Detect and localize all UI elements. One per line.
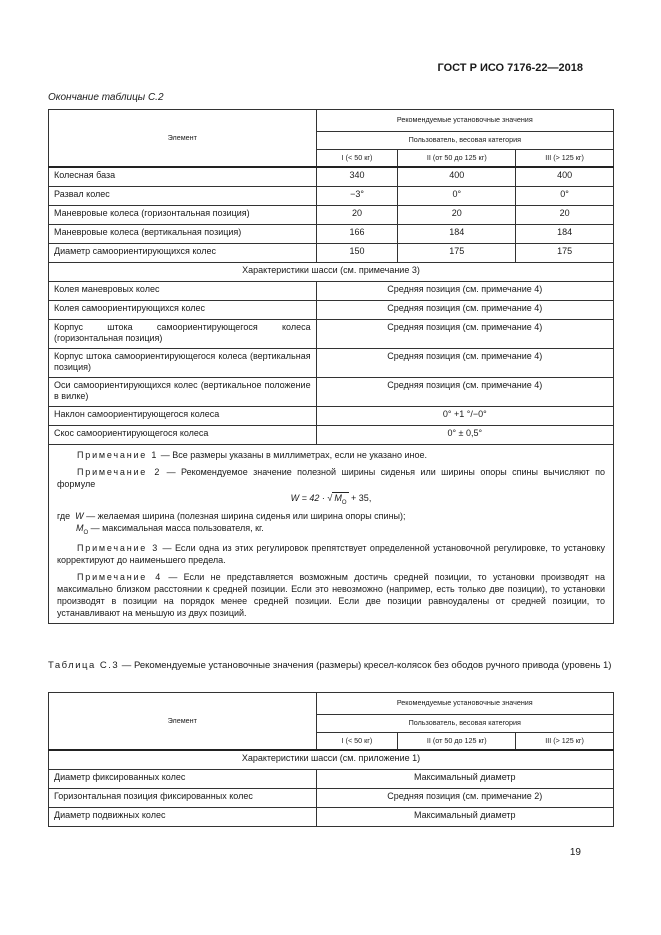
row-label: Колея самоориентирующихся колес <box>49 301 317 320</box>
row-label: Развал колес <box>49 187 317 206</box>
cell-value: 175 <box>398 244 516 263</box>
row-label: Диаметр фиксированных колес <box>49 770 317 789</box>
table-row <box>49 225 614 244</box>
table-row <box>49 426 614 445</box>
cell-value: 150 <box>316 244 398 263</box>
cell-value: 184 <box>398 225 516 244</box>
cell-value: 175 <box>516 244 614 263</box>
col-header-cat-1: I (< 50 кг) <box>316 150 398 168</box>
col-header-recommended: Рекомендуемые установочные значения <box>316 110 613 132</box>
cell-value: Средняя позиция (см. примечание 4) <box>316 320 613 349</box>
cell-value: 20 <box>516 206 614 225</box>
row-label: Скос самоориентирующегося колеса <box>49 426 317 445</box>
notes-cell <box>49 445 614 624</box>
width-formula: W = 42 · √ $M_O + 35$, <box>290 493 372 507</box>
table-row <box>49 407 614 426</box>
section-heading-row <box>49 263 614 282</box>
col-header-user-weight: Пользователь, весовая категория <box>316 132 613 150</box>
table-c3 <box>48 692 614 827</box>
table-c3-title: Таблица С.3 — Рекомендуемые установочные значения (размеры) кресел-колясок без ободов ручного привода (уровень 1) <box>48 660 612 671</box>
table-row <box>49 206 614 225</box>
cell-value: 20 <box>316 206 398 225</box>
row-label: Корпус штока самоориентирующегося колеса (вертикальная позиция) <box>49 349 317 378</box>
cell-value: 340 <box>316 167 398 187</box>
col-header-cat-1: I (< 50 кг) <box>316 733 398 751</box>
row-label: Наклон самоориентирующегося колеса <box>49 407 317 426</box>
cell-value: 400 <box>398 167 516 187</box>
chassis-heading: Характеристики шасси (см. примечание 3) <box>49 263 614 282</box>
col-header-element: Элемент <box>49 693 317 751</box>
cell-value: 0° ± 0,5° <box>316 426 613 445</box>
cell-value: 0° +1 °/−0° <box>316 407 613 426</box>
notes-row <box>49 445 614 624</box>
table-c2 <box>48 109 614 624</box>
table-row <box>49 167 614 187</box>
cell-value: Средняя позиция (см. примечание 4) <box>316 301 613 320</box>
cell-value: Средняя позиция (см. примечание 2) <box>316 789 613 808</box>
row-label: Горизонтальная позиция фиксированных колес <box>49 789 317 808</box>
col-header-cat-2: II (от 50 до 125 кг) <box>398 150 516 168</box>
document-header: ГОСТ Р ИСО 7176-22—2018 <box>437 62 583 74</box>
row-label: Диаметр самоориентирующихся колес <box>49 244 317 263</box>
section-heading-row <box>49 750 614 770</box>
table-row <box>49 301 614 320</box>
table-row <box>49 349 614 378</box>
cell-value: 0° <box>398 187 516 206</box>
cell-value: −3° <box>316 187 398 206</box>
cell-value: Средняя позиция (см. примечание 4) <box>316 349 613 378</box>
table-row <box>49 282 614 301</box>
note-4: Примечание 4 — Если не представляется возможным достичь средней позиции, то установки производят на максимально близком расстоянии к средней позиции. Если это невозможно (например, есть только две позиции), то установки производят в позиции на порядок менее средней позиции. Если две позиции равноудалены от средней позиции, то устанавливают на меньшую из двух позиций. <box>57 571 605 619</box>
table-row <box>49 789 614 808</box>
col-header-user-weight: Пользователь, весовая категория <box>316 715 613 733</box>
cell-value: 166 <box>316 225 398 244</box>
table-row <box>49 770 614 789</box>
row-label: Маневровые колеса (вертикальная позиция) <box>49 225 317 244</box>
row-label: Диаметр подвижных колес <box>49 808 317 827</box>
note-3: Примечание 3 — Если одна из этих регулировок препятствует определенной установочной регулировке, то установку корректируют до наименьшего предела. <box>57 542 606 565</box>
cell-value: 0° <box>516 187 614 206</box>
cell-value: Средняя позиция (см. примечание 4) <box>316 282 613 301</box>
row-label: Маневровые колеса (горизонтальная позиция) <box>49 206 317 225</box>
chassis-heading: Характеристики шасси (см. приложение 1) <box>49 750 614 770</box>
cell-value: Максимальный диаметр <box>316 770 613 789</box>
table-caption: Окончание таблицы С.2 <box>48 92 164 103</box>
col-header-element: Элемент <box>49 110 317 168</box>
cell-value: Средняя позиция (см. примечание 4) <box>316 378 613 407</box>
row-label: Оси самоориентирующихся колес (вертикальное положение в вилке) <box>49 378 317 407</box>
row-label: Колея маневровых колес <box>49 282 317 301</box>
table-row <box>49 808 614 827</box>
col-header-recommended: Рекомендуемые установочные значения <box>316 693 613 715</box>
note-1: Примечание 1 — Все размеры указаны в миллиметрах, если не указано иное. <box>77 450 427 460</box>
col-header-cat-3: III (> 125 кг) <box>516 150 614 168</box>
formula-where-m: $M_O$ — максимальная масса пользователя, кг. <box>76 522 264 536</box>
col-header-cat-3: III (> 125 кг) <box>516 733 614 751</box>
cell-value: 400 <box>516 167 614 187</box>
formula-where-w: где W — желаемая ширина (полезная ширина сиденья или ширина опоры спины); <box>57 510 406 521</box>
row-label: Корпус штока самоориентирующегося колеса (горизонтальная позиция) <box>49 320 317 349</box>
col-header-cat-2: II (от 50 до 125 кг) <box>398 733 516 751</box>
cell-value: 184 <box>516 225 614 244</box>
note-2: Примечание 2 — Рекомендуемое значение полезной ширины сиденья или ширины опоры спины вычисляют по формуле <box>57 467 605 490</box>
cell-value: 20 <box>398 206 516 225</box>
cell-value: Максимальный диаметр <box>316 808 613 827</box>
table-row <box>49 378 614 407</box>
table-row <box>49 187 614 206</box>
row-label: Колесная база <box>49 167 317 187</box>
page-number: 19 <box>569 847 581 858</box>
table-row <box>49 244 614 263</box>
table-row <box>49 320 614 349</box>
